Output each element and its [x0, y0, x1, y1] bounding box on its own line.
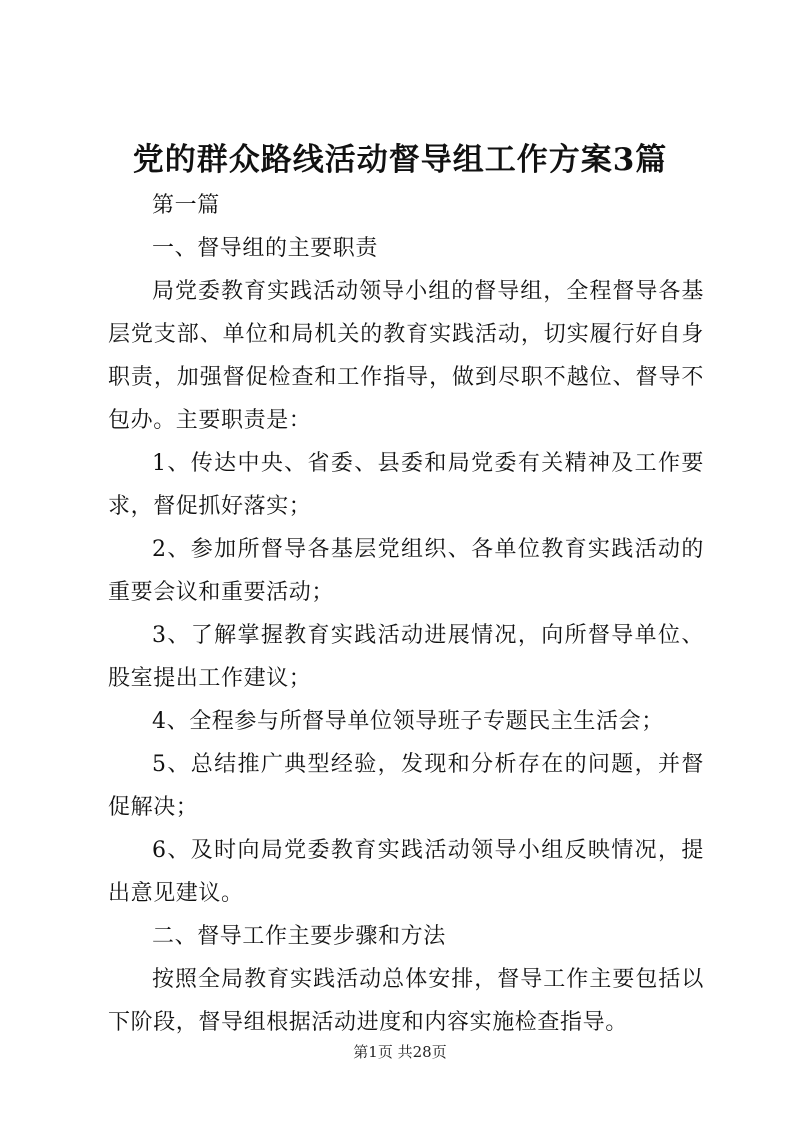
list-item-duty-6: 6、及时向局党委教育实践活动领导小组反映情况，提出意见建议。	[108, 838, 704, 906]
document-title: 党的群众路线活动督导组工作方案3篇	[132, 142, 668, 178]
page-label: 第1页 共28页	[353, 1043, 447, 1061]
section-heading-duties: 一、督导组的主要职责	[152, 236, 379, 261]
page-number-footer	[0, 1042, 800, 1062]
document-body	[108, 184, 704, 1044]
list-item-duty-5: 5、总结推广典型经验，发现和分析存在的问题，并督促解决；	[108, 752, 704, 820]
section-heading-steps: 二、督导工作主要步骤和方法	[152, 924, 446, 949]
list-item-duty-1: 1、传达中央、省委、县委和局党委有关精神及工作要求，督促抓好落实；	[108, 451, 704, 519]
list-item-duty-4: 4、全程参与所督导单位领导班子专题民主生活会；	[152, 709, 664, 734]
paragraph-duties-intro: 局党委教育实践活动领导小组的督导组，全程督导各基层党支部、单位和局机关的教育实践活动，切实履行好自身职责，加强督促检查和工作指导，做到尽职不越位、督导不包办。主要职责是：	[108, 279, 704, 433]
section-heading-first: 第一篇	[152, 193, 220, 218]
list-item-duty-3: 3、了解掌握教育实践活动进展情况，向所督导单位、股室提出工作建议；	[108, 623, 704, 691]
list-item-duty-2: 2、参加所督导各基层党组织、各单位教育实践活动的重要会议和重要活动；	[108, 537, 704, 605]
paragraph-steps-intro: 按照全局教育实践活动总体安排，督导工作主要包括以下阶段，督导组根据活动进度和内容实施检查指导。	[108, 967, 704, 1035]
